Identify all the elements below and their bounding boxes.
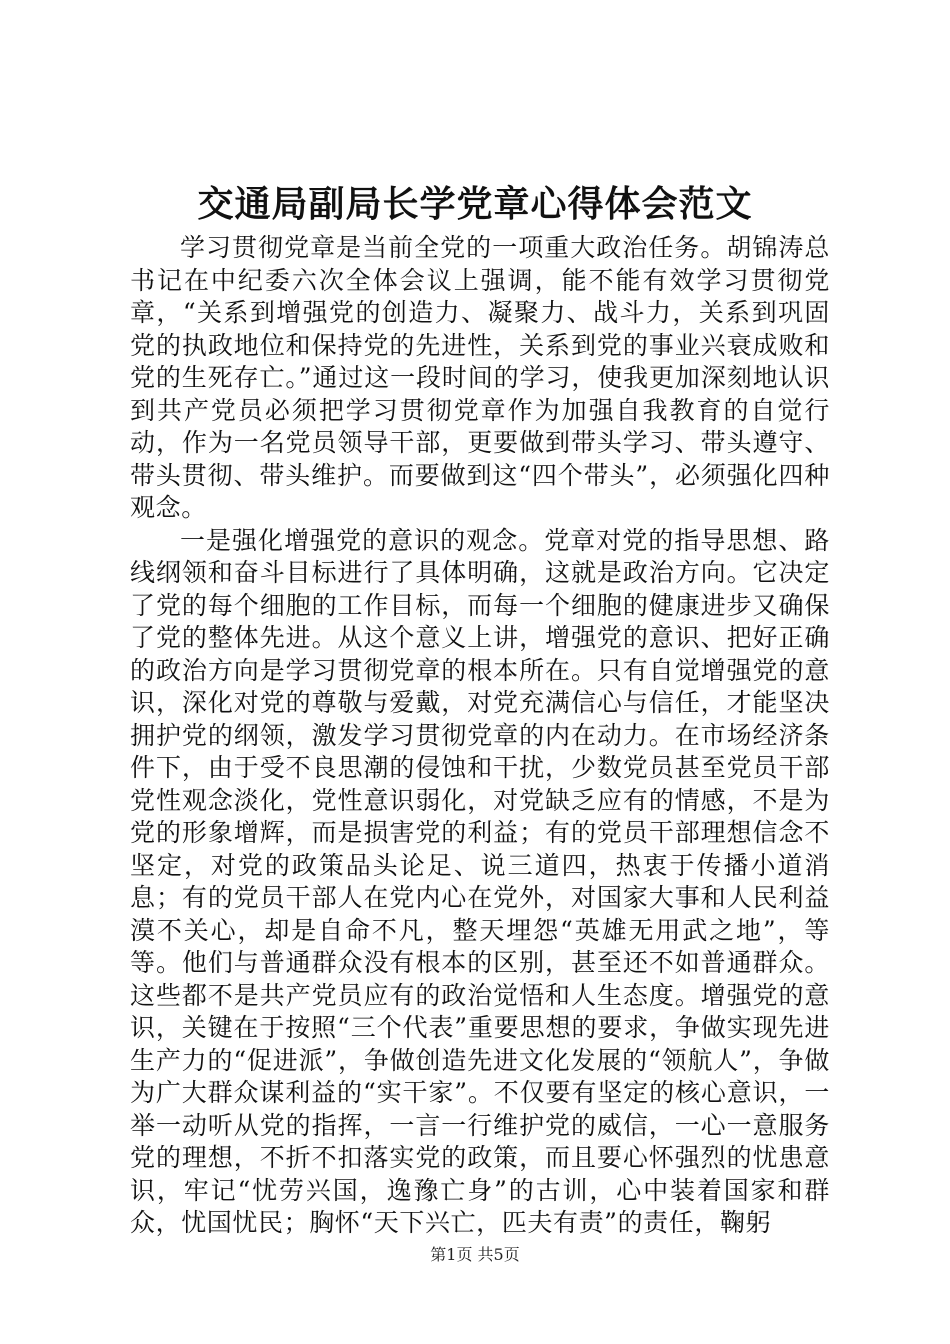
page-footer: 第1页 共5页	[430, 1245, 520, 1264]
document-title: 交通局副局长学党章心得体会范文	[197, 183, 753, 225]
paragraph: 一是强化增强党的意识的观念。党章对党的指导思想、路线纲领和奋斗目标进行了具体明确，这就是政治方向。它决定了党的每个细胞的工作目标，而每一个细胞的健康进步又确保了党的整体先进。从这个意义上讲，增强党的意识、把好正确的政治方向是学习贯彻党章的根本所在。只有自觉增强党的意识，深化对党的尊敬与爱戴，对党充满信心与信任，才能坚决拥护党的纲领，激发学习贯彻党章的内在动力。在市场经济条件下，由于受不良思潮的侵蚀和干扰，少数党员甚至党员干部党性观念淡化，党性意识弱化，对党缺乏应有的情感，不是为党的形象增辉，而是损害党的利益；有的党员干部理想信念不坚定，对党的政策品头论足、说三道四，热衷于传播小道消息；有的党员干部人在党内心在党外，对国家大事和人民利益漠不关心，却是自命不凡，整天埋怨“英雄无用武之地”，等等。他们与普通群众没有根本的区别，甚至还不如普通群众。这些都不是共产党员应有的政治觉悟和人生态度。增强党的意识，关键在于按照“三个代表”重要思想的要求，争做实现先进生产力的“促进派”，争做创造先进文化发展的“领航人”，争做为广大群众谋利益的“实干家”。不仅要有坚定的核心意识，一举一动听从党的指挥，一言一行维护党的威信，一心一意服务党的理想，不折不扣落实党的政策，而且要心怀强烈的忧患意识，牢记“忧劳兴国，逸豫亡身”的古训，心中装着国家和群众，忧国忧民；胸怀“天下兴亡，匹夫有责”的责任，鞠躬	[130, 525, 830, 1237]
paragraph: 学习贯彻党章是当前全党的一项重大政治任务。胡锦涛总书记在中纪委六次全体会议上强调，能不能有效学习贯彻党章，“关系到增强党的创造力、凝聚力、战斗力，关系到巩固党的执政地位和保持党的先进性，关系到党的事业兴衰成败和党的生死存亡。”通过这一段时间的学习，使我更加深刻地认识到共产党员必须把学习贯彻党章作为加强自我教育的自觉行动，作为一名党员领导干部，更要做到带头学习、带头遵守、带头贯彻、带头维护。而要做到这“四个带头”，必须强化四种观念。	[130, 233, 830, 522]
document-body	[130, 232, 830, 1240]
